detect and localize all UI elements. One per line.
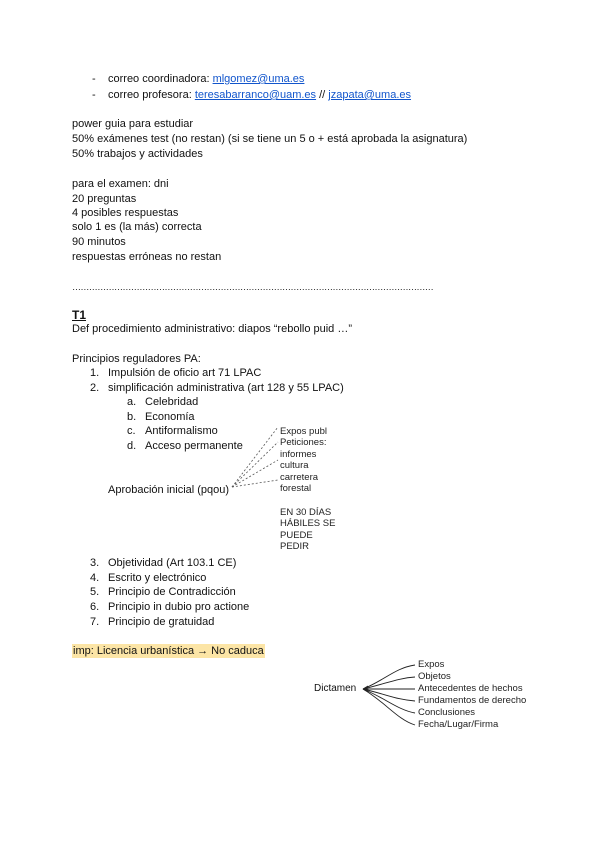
definition-line: Def procedimiento administrativo: diapos “rebollo puid …” xyxy=(72,323,353,335)
annotation-text: cultura xyxy=(280,460,309,471)
principle-item: simplificación administrativa (art 128 y 55 LPAC) xyxy=(108,382,344,394)
list-number: 3. xyxy=(90,557,100,569)
bullet-dash: - xyxy=(92,89,96,101)
section-title-t1: T1 xyxy=(72,308,87,322)
annotation-notice: HÁBILES SE xyxy=(280,518,336,529)
grading-line-2: 50% exámenes test (no restan) (si se tiene un 5 o + está aprobada la asignatura) xyxy=(72,133,468,145)
exam-line-4: solo 1 es (la más) correcta xyxy=(72,221,202,233)
contact-label: correo coordinadora: xyxy=(108,73,213,85)
principles-heading: Principios reguladores PA: xyxy=(72,353,201,365)
exam-line-3: 4 posibles respuestas xyxy=(72,207,179,219)
grading-line-1: power guia para estudiar xyxy=(72,118,194,130)
sub-item: Antiformalismo xyxy=(145,425,218,437)
sub-item: Celebridad xyxy=(145,396,199,408)
dictamen-branch: Fundamentos de derecho xyxy=(418,695,527,706)
list-number: 2. xyxy=(90,382,100,394)
list-number: 6. xyxy=(90,601,100,613)
sub-letter: c. xyxy=(127,425,136,437)
annotation-notice: EN 30 DÍAS xyxy=(280,507,332,518)
dictamen-branch: Objetos xyxy=(418,671,451,682)
dictamen-branch: Antecedentes de hechos xyxy=(418,683,523,694)
dictamen-branch: Fecha/Lugar/Firma xyxy=(418,719,499,730)
contact-label: correo profesora: xyxy=(108,89,195,101)
important-note: imp: Licencia urbanística → No caduca xyxy=(73,645,264,657)
sub-letter: b. xyxy=(127,411,137,423)
annotation-notice: PEDIR xyxy=(280,541,310,552)
dotted-separator: ………………………………………………………………………………………………………………… xyxy=(72,282,434,292)
dictamen-branch-line xyxy=(363,677,415,689)
list-number: 5. xyxy=(90,586,100,598)
list-number: 7. xyxy=(90,616,100,628)
bullet-dash: - xyxy=(92,73,96,85)
sub-item: Acceso permanente xyxy=(145,440,243,452)
annotation-branch-line xyxy=(232,480,278,487)
principle-item: Impulsión de oficio art 71 LPAC xyxy=(108,367,262,379)
principle-item: Principio de Contradicción xyxy=(108,586,236,598)
list-number: 4. xyxy=(90,572,100,584)
email-link-profesora[interactable]: teresabarranco@uam.es xyxy=(194,89,317,101)
exam-line-5: 90 minutos xyxy=(72,236,126,248)
dictamen-branch-line xyxy=(363,689,415,725)
dictamen-branch-line xyxy=(363,689,415,713)
principle-item: Principio in dubio pro actione xyxy=(108,601,250,613)
dictamen-branch-line xyxy=(363,689,415,701)
dictamen-branch-line xyxy=(363,665,415,689)
sub-letter: a. xyxy=(127,396,137,408)
annotation-text: Expos publ xyxy=(280,426,328,437)
principle-item: Principio de gratuidad xyxy=(108,616,215,628)
exam-line-2: 20 preguntas xyxy=(72,193,137,205)
annotation-text: Peticiones: xyxy=(280,437,327,448)
sub-item: Economía xyxy=(145,411,195,423)
annotation-text: informes xyxy=(280,449,317,460)
exam-line-6: respuestas erróneas no restan xyxy=(72,251,222,263)
principle-item: Objetividad (Art 103.1 CE) xyxy=(108,557,237,569)
email-separator: // xyxy=(316,89,329,101)
exam-line-1: para el examen: dni xyxy=(72,178,169,190)
annotation-notice: PUEDE xyxy=(280,530,313,541)
annotation-text: carretera xyxy=(280,472,319,483)
list-number: 1. xyxy=(90,367,100,379)
annotation-text: forestal xyxy=(280,483,312,494)
email-link-jzapata[interactable]: jzapata@uma.es xyxy=(328,89,412,101)
dictamen-branch: Expos xyxy=(418,659,445,670)
email-link-coordinadora[interactable]: mlgomez@uma.es xyxy=(212,73,305,85)
sub-letter: d. xyxy=(127,440,137,452)
dictamen-branch: Conclusiones xyxy=(418,707,476,718)
principle-item: Escrito y electrónico xyxy=(108,572,207,584)
grading-line-3: 50% trabajos y actividades xyxy=(72,148,203,160)
aprobacion-label: Aprobación inicial (pqou) xyxy=(108,484,230,496)
dictamen-root: Dictamen xyxy=(314,683,357,694)
annotation-branch-line xyxy=(232,427,278,487)
